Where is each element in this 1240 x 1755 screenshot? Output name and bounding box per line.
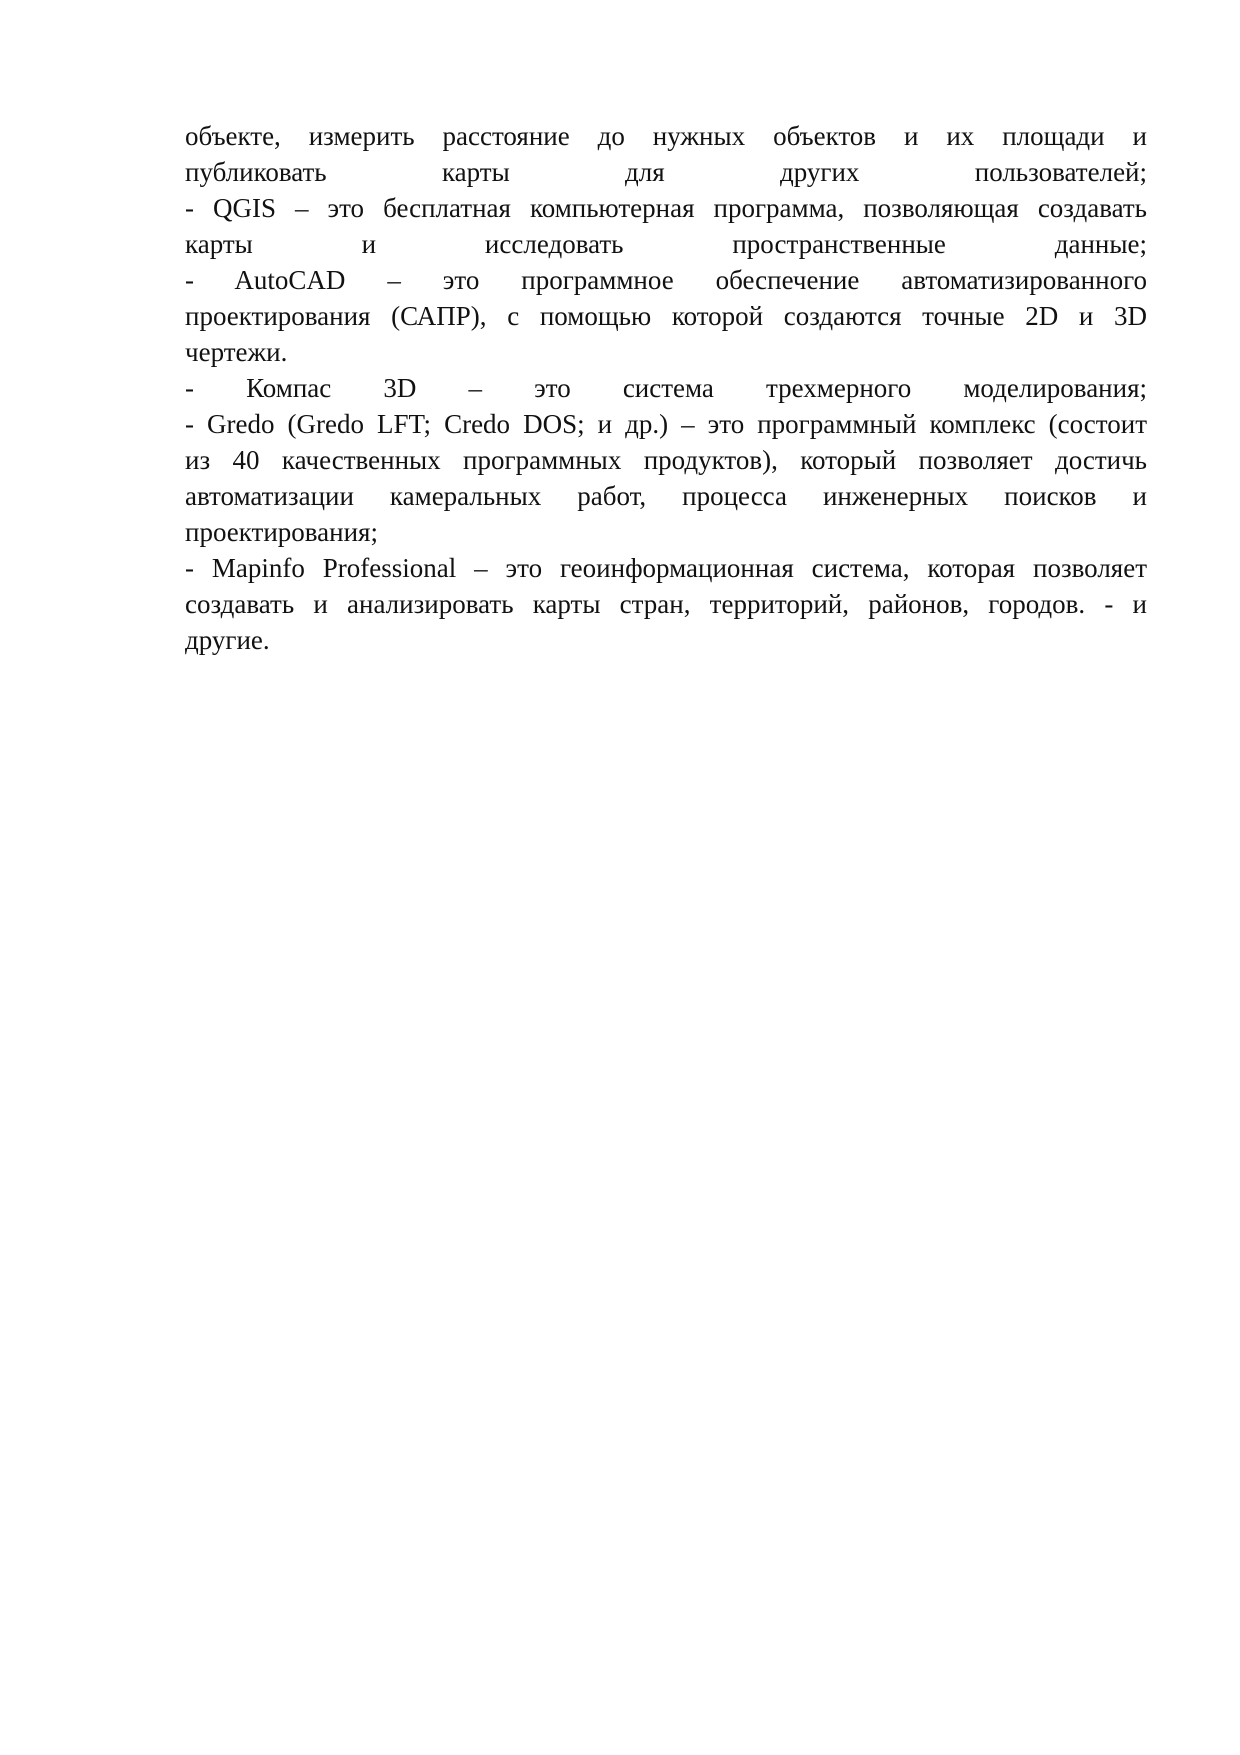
text-line: публиковать карты для других пользователей; [185, 157, 1147, 187]
body-text [185, 118, 1147, 658]
text-line: из 40 качественных программных продуктов), который позволяет достичь [185, 445, 1147, 475]
text-line: - QGIS – это бесплатная компьютерная программа, позволяющая создавать [185, 193, 1147, 223]
text-line: проектирования; [185, 517, 378, 547]
text-line: автоматизации камеральных работ, процесса инженерных поисков и [185, 481, 1147, 511]
text-line: - Компас 3D – это система трехмерного моделирования; [185, 373, 1147, 403]
text-line: чертежи. [185, 337, 288, 367]
text-line: другие. [185, 625, 270, 655]
text-line: - Gredo (Gredo LFT; Credo DOS; и др.) – это программный комплекс (состоит [185, 409, 1147, 439]
text-line: карты и исследовать пространственные данные; [185, 229, 1147, 259]
text-line: создавать и анализировать карты стран, территорий, районов, городов. - и [185, 589, 1147, 619]
text-line: - Mapinfo Professional – это геоинформационная система, которая позволяет [185, 553, 1147, 583]
text-line: - AutoCAD – это программное обеспечение автоматизированного [185, 265, 1147, 295]
text-line: проектирования (САПР), с помощью которой создаются точные 2D и 3D [185, 301, 1147, 331]
text-line: объекте, измерить расстояние до нужных объектов и их площади и [185, 121, 1147, 151]
